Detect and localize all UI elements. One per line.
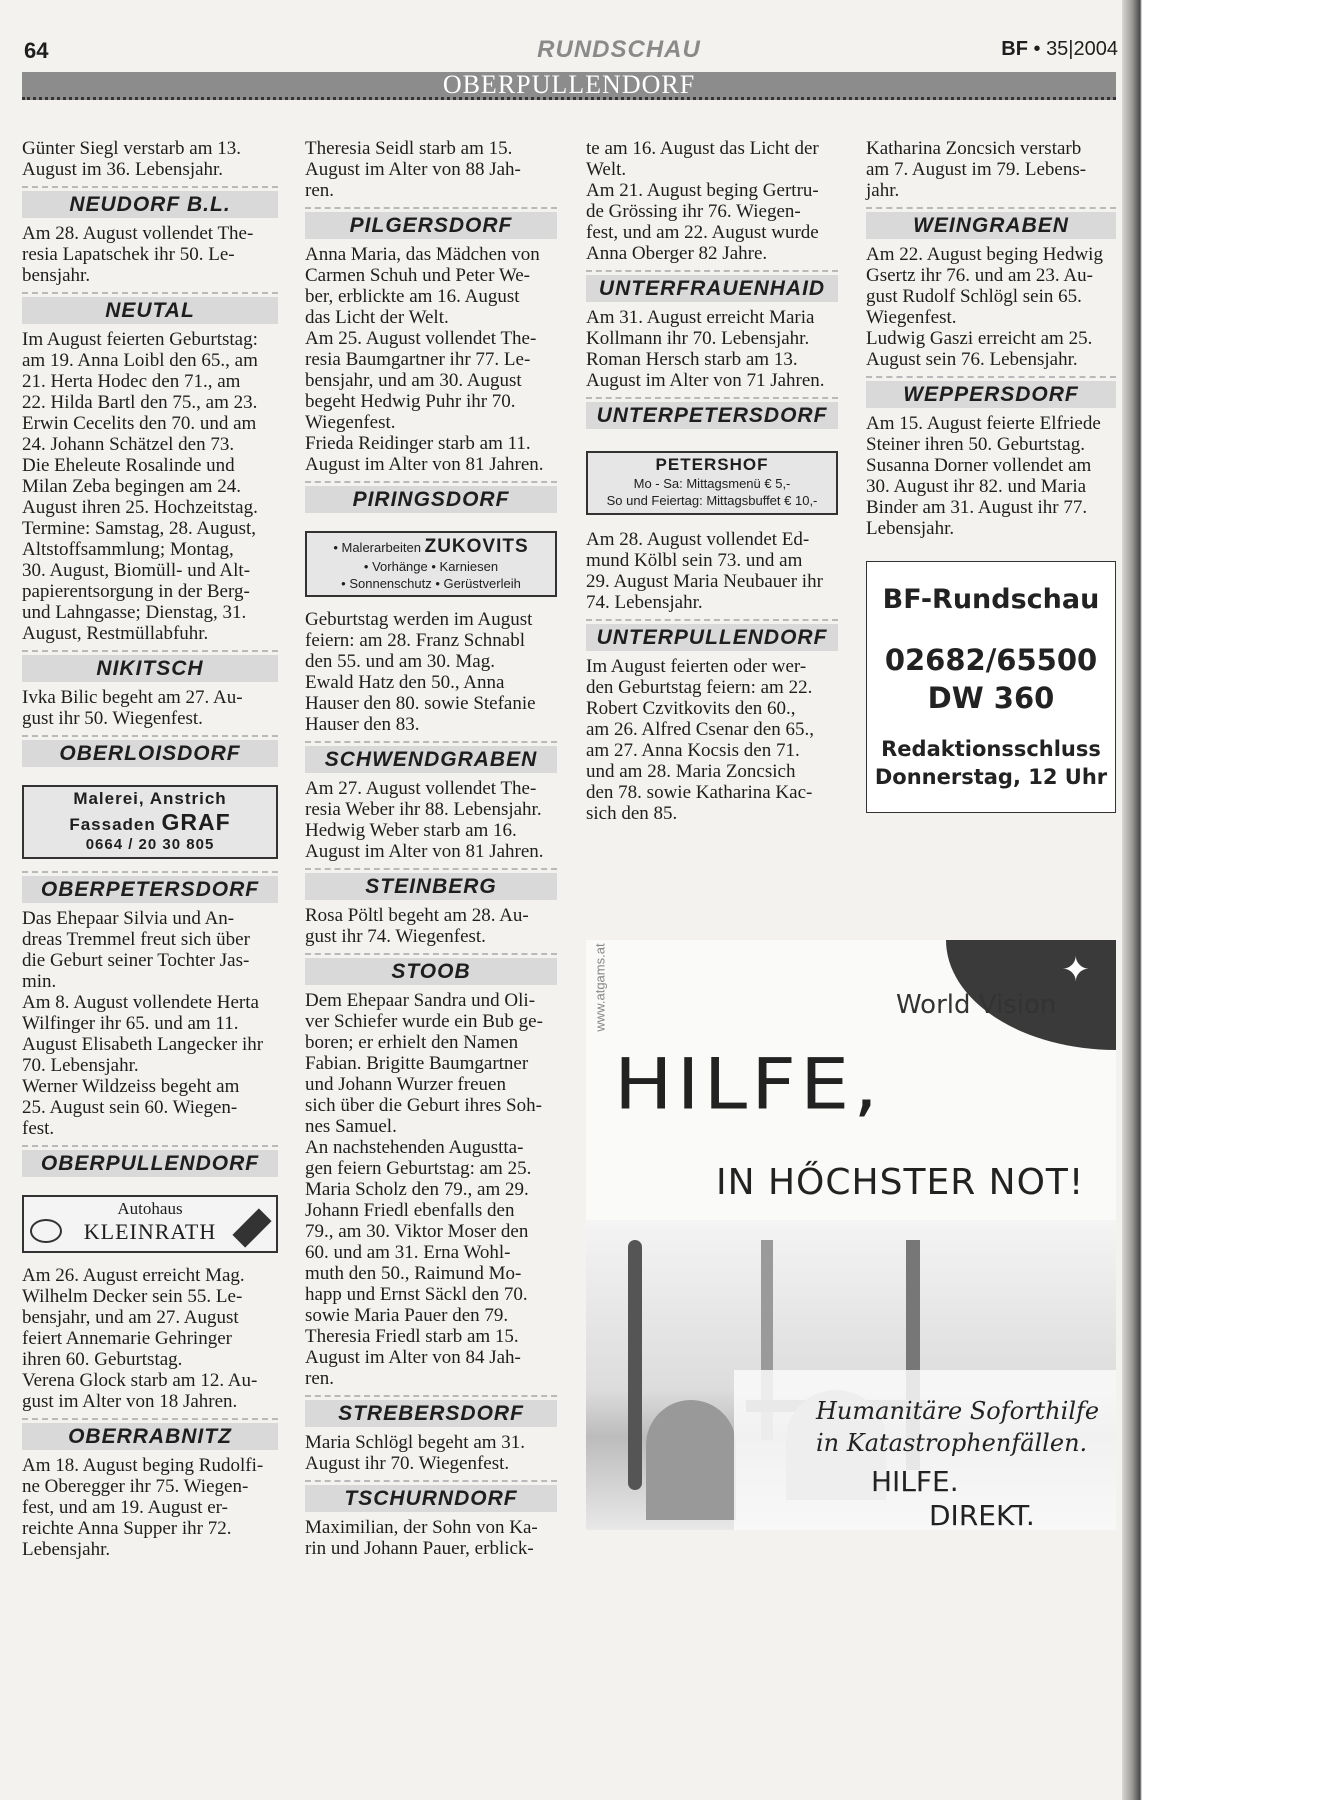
advertisement-petershof	[586, 451, 838, 515]
article-text: Ivka Bilic begeht am 27. Au- gust ihr 50. Wiegenfest.	[22, 687, 243, 729]
place-heading	[866, 376, 1116, 408]
ad-tagline	[816, 1395, 1099, 1459]
ad-tagline-2: in Katastrophenfällen.	[816, 1429, 1088, 1457]
place-heading-label: NIKITSCH	[22, 655, 278, 682]
place-heading	[305, 207, 557, 239]
ad-line: Malerei, Anstrich	[73, 789, 227, 808]
place-heading	[305, 481, 557, 513]
article-text: Günter Siegl verstarb am 13. August im 36. Lebensjahr.	[22, 138, 241, 180]
ad-subline: IN HŐCHSTER NOT!	[716, 1162, 1085, 1203]
place-heading	[305, 1395, 557, 1427]
bf-phone: 02682/65500	[884, 643, 1098, 677]
world-vision-logo: World Vision	[896, 990, 1057, 1020]
column-3	[586, 138, 838, 824]
newspaper-name: RUNDSCHAU	[537, 36, 701, 63]
column-1	[22, 138, 278, 1560]
article-text: Maximilian, der Sohn von Ka- rin und Johann Pauer, erblick-	[305, 1517, 538, 1559]
ad-tagline-1: Humanitäre Soforthilfe	[816, 1397, 1100, 1425]
ad-slogan-2: DIREKT.	[929, 1499, 1035, 1530]
brand: BF	[1001, 38, 1028, 60]
bf-title: BF-Rundschau	[882, 584, 1100, 615]
article-text: Geburtstag werden im August feiern: am 28. Franz Schnabl den 55. und am 30. Mag. Ewald Hatz den 50., Anna Hauser den 80. sowie Stefanie Hauser den 83.	[305, 609, 536, 735]
article-text: Am 26. August erreicht Mag. Wilhelm Decker sein 55. Le- bensjahr, und am 27. August feiert Annemarie Gehringer ihren 60. Geburtstag. Verena Glock starb am 12. Au- gust im Alter von 18 Jahren.	[22, 1265, 258, 1412]
article-text: Am 31. August erreicht Maria Kollmann ihr 70. Lebensjahr. Roman Hersch starb am 13. August im Alter von 71 Jahren.	[586, 307, 825, 391]
place-heading-label: OBERPETERSDORF	[22, 876, 278, 903]
ad-line: • Vorhänge • Karniesen	[363, 559, 499, 574]
place-heading	[586, 397, 838, 429]
place-heading	[22, 292, 278, 324]
place-heading-label: UNTERFRAUENHAID	[586, 275, 838, 302]
page-number: 64	[24, 38, 49, 63]
ad-brand: ZUKOVITS	[424, 536, 529, 557]
child-face	[646, 1400, 736, 1520]
ad-photo	[586, 1220, 1116, 1530]
window-frame	[628, 1240, 642, 1490]
ad-slogan-1: HILFE.	[871, 1465, 959, 1498]
place-heading	[22, 871, 278, 903]
section-title: OBERPULLENDORF	[22, 72, 1116, 100]
article-text: Am 28. August vollendet The- resia Lapatschek ihr 50. Le- bensjahr.	[22, 223, 254, 286]
ad-line: So und Feiertag: Mittagsbuffet € 10,-	[606, 493, 818, 508]
ad-line: Mo - Sa: Mittagsmenü € 5,-	[633, 476, 791, 491]
place-heading	[305, 1480, 557, 1512]
article-text: Im August feierten oder wer- den Geburtstag feiern: am 22. Robert Czvitkovits den 60., am 26. Alfred Csenar den 65., am 27. Anna Kocsis den 71. und am 28. Maria Zoncsich den 78. sowie Katharina Kac- sich den 85.	[586, 656, 814, 824]
place-heading	[586, 270, 838, 302]
place-heading	[305, 953, 557, 985]
place-heading	[866, 207, 1116, 239]
article-text: te am 16. August das Licht der Welt. Am 21. August beging Gertru- de Grössing ihr 76. Wiegen- fest, und am 22. August wurde Anna Oberger 82 Jahre.	[586, 138, 819, 264]
article-text: Das Ehepaar Silvia und An- dreas Tremmel freut sich über die Geburt seiner Tochter Jas- min. Am 8. August vollendete Herta Wilfinger ihr 65. und am 11. August Elisabeth Langecker ihr 70. Lebensjahr. Werner Wildzeiss begeht am 25. August sein 60. Wiegen- fest.	[22, 908, 264, 1139]
place-heading	[22, 1145, 278, 1177]
mazda-logo-icon	[30, 1219, 62, 1243]
article-text: Am 15. August feierte Elfriede Steiner ihren 50. Geburtstag. Susanna Dorner vollendet am 30. August ihr 82. und Maria Binder am 31. August ihr 77. Lebensjahr.	[866, 413, 1101, 539]
ad-brand: GRAF	[161, 809, 231, 835]
ad-line: • Sonnenschutz • Gerüstverleih	[341, 576, 521, 591]
place-heading	[305, 741, 557, 773]
place-heading-label: STEINBERG	[305, 873, 557, 900]
world-vision-ad	[586, 940, 1116, 1530]
ad-brand: KLEINRATH	[83, 1219, 217, 1244]
issue-info: BF • 35|2004	[1001, 38, 1118, 60]
place-heading-label: SCHWENDGRABEN	[305, 746, 557, 773]
advertisement-zukovits	[305, 531, 557, 597]
place-heading-label: TSCHURNDORF	[305, 1485, 557, 1512]
ad-slogan	[871, 1465, 1035, 1530]
place-heading	[586, 619, 838, 651]
article-text: Am 22. August beging Hedwig Gsertz ihr 76. und am 23. Au- gust Rudolf Schlögl sein 65. Wiegenfest. Ludwig Gaszi erreicht am 25. August sein 76. Lebensjahr.	[866, 244, 1103, 370]
column-4	[866, 138, 1116, 813]
place-heading-label: WEPPERSDORF	[866, 381, 1116, 408]
article-text: Anna Maria, das Mädchen von Carmen Schuh und Peter We- ber, erblickte am 16. August das Licht der Welt. Am 25. August vollendet The- resia Baumgartner ihr 77. Le- bensjahr, und am 30. August begeht Hedwig Puhr ihr 70. Wiegenfest. Frieda Reidinger starb am 11. August im Alter von 81 Jahren.	[305, 244, 544, 475]
scan-edge	[1122, 0, 1318, 1800]
place-heading	[22, 1418, 278, 1450]
ad-brand: PETERSHOF	[655, 455, 769, 474]
ad-line	[307, 536, 555, 558]
place-heading-label: STREBERSDORF	[305, 1400, 557, 1427]
article-text: Am 18. August beging Rudolfi- ne Oberegger ihr 75. Wiegen- fest, und am 19. August er- reichte Anna Supper ihr 72. Lebensjahr.	[22, 1455, 264, 1560]
ad-phone: 0664 / 20 30 805	[85, 836, 215, 853]
place-heading	[22, 650, 278, 682]
place-heading	[22, 186, 278, 218]
ad-line: Autohaus	[117, 1199, 183, 1218]
article-text: Katharina Zoncsich verstarb am 7. August im 79. Lebens- jahr.	[866, 138, 1087, 201]
ad-headline: HILFE,	[614, 1044, 883, 1126]
place-heading-label: NEUDORF B.L.	[22, 191, 278, 218]
ad-line: • Malerarbeiten	[333, 540, 421, 555]
bf-dw: DW 360	[927, 681, 1055, 715]
ad-line: Fassaden	[69, 815, 156, 834]
star-icon: ✦	[1061, 952, 1090, 989]
advertisement-kleinrath	[22, 1195, 278, 1253]
column-2	[305, 138, 557, 1559]
advertisement-graf	[22, 785, 278, 859]
place-heading-label: PILGERSDORF	[305, 212, 557, 239]
ad-credit: www.atgams.at	[592, 943, 608, 1032]
bf-rundschau-box	[866, 561, 1116, 813]
article-text: Rosa Pöltl begeht am 28. Au- gust ihr 74. Wiegenfest.	[305, 905, 529, 947]
place-heading-label: OBERLOISDORF	[22, 740, 278, 767]
place-heading-label: PIRINGSDORF	[305, 486, 557, 513]
place-heading-label: WEINGRABEN	[866, 212, 1116, 239]
article-text: Am 28. August vollendet Ed- mund Kölbl sein 73. und am 29. August Maria Neubauer ihr 74. Lebensjahr.	[586, 529, 823, 613]
issue-number: 35|2004	[1046, 38, 1118, 60]
place-heading-label: NEUTAL	[22, 297, 278, 324]
bf-deadline-time: Donnerstag, 12 Uhr	[874, 765, 1108, 789]
bf-deadline-label: Redaktionsschluss	[881, 737, 1101, 761]
article-text: Theresia Seidl starb am 15. August im Alter von 88 Jah- ren.	[305, 138, 521, 201]
article-text: Maria Schlögl begeht am 31. August ihr 70. Wiegenfest.	[305, 1432, 526, 1474]
place-heading-label: OBERRABNITZ	[22, 1423, 278, 1450]
place-heading-label: UNTERPETERSDORF	[586, 402, 838, 429]
ad-line	[24, 809, 276, 836]
place-heading	[305, 868, 557, 900]
article-text: Im August feierten Geburtstag: am 19. Anna Loibl den 65., am 21. Herta Hodec den 71., am 22. Hilda Bartl den 75., am 23. Erwin Cecelits den 70. und am 24. Johann Schätzel den 73. Die Eheleute Rosalinde und Milan Zeba begingen am 24. August ihren 25. Hochzeitstag. Termine: Samstag, 28. August, Altstoffsammlung; Montag, 30. August, Biomüll- und Alt- papierentsorgung in der Berg- und Lahngasse; Dienstag, 31. August, Restmüllabfuhr.	[22, 329, 258, 644]
place-heading-label: STOOB	[305, 958, 557, 985]
place-heading-label: UNTERPULLENDORF	[586, 624, 838, 651]
article-text: Am 27. August vollendet The- resia Weber ihr 88. Lebensjahr. Hedwig Weber starb am 16. August im Alter von 81 Jahren.	[305, 778, 544, 862]
place-heading-label: OBERPULLENDORF	[22, 1150, 278, 1177]
article-text: Dem Ehepaar Sandra und Oli- ver Schiefer wurde ein Bub ge- boren; er erhielt den Namen Fabian. Brigitte Baumgartner und Johann Wurzer freuen sich über die Geburt ihres Soh- nes Samuel. An nachstehenden Augustta- gen feiern Geburtstag: am 25. Maria Scholz den 79., am 29. Johann Friedl ebenfalls den 79., am 30. Viktor Moser den 60. und am 31. Erna Wohl- muth den 50., Raimund Mo- happ und Ernst Säckl den 70. sowie Maria Pauer den 79. Theresia Friedl starb am 15. August im Alter von 84 Jah- ren.	[305, 990, 543, 1389]
place-heading	[22, 735, 278, 767]
